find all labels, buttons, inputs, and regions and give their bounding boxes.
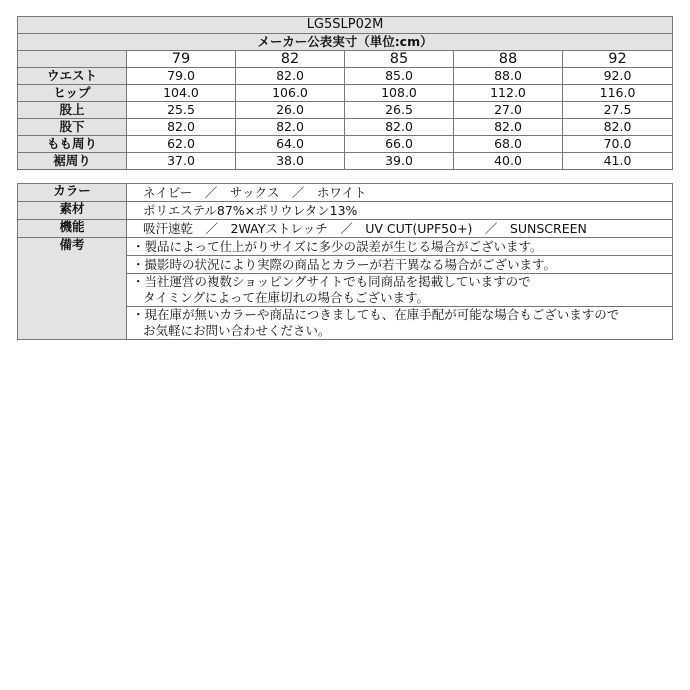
size-header-corner xyxy=(18,51,127,68)
size-header-92: 92 xyxy=(563,51,673,68)
measurement-value: 108.0 xyxy=(345,85,454,102)
size-row xyxy=(18,102,673,119)
measurement-value: 25.5 xyxy=(127,102,236,119)
spec-table xyxy=(17,183,673,340)
note-line: お気軽にお問い合わせください。 xyxy=(143,323,331,338)
product-code: LG5SLP02M xyxy=(18,17,673,34)
measurement-value: 27.5 xyxy=(563,102,673,119)
measurement-value: 40.0 xyxy=(454,153,563,170)
spec-label-material: 素材 xyxy=(18,202,127,220)
note-line: ・製品によって仕上がりサイズに多少の誤差が生じる場合がございます。 xyxy=(132,238,543,254)
measurement-label: 股上 xyxy=(18,102,127,119)
measurement-value: 62.0 xyxy=(127,136,236,153)
measurement-value: 82.0 xyxy=(236,68,345,85)
spec-row-function xyxy=(18,220,673,238)
measurement-value: 82.0 xyxy=(454,119,563,136)
measurement-value: 116.0 xyxy=(563,85,673,102)
spec-value-color: ネイビー ／ サックス ／ ホワイト xyxy=(127,184,673,202)
note-line: タイミングによって在庫切れの場合もございます。 xyxy=(143,290,430,305)
measurement-value: 27.0 xyxy=(454,102,563,119)
spec-value-material: ポリエステル87%×ポリウレタン13% xyxy=(127,202,673,220)
note-item xyxy=(127,274,673,307)
note-item xyxy=(127,307,673,340)
measurement-value: 106.0 xyxy=(236,85,345,102)
measurement-value: 64.0 xyxy=(236,136,345,153)
measurement-value: 104.0 xyxy=(127,85,236,102)
note-line: ・撮影時の状況により実際の商品とカラーが若干異なる場合がございます。 xyxy=(132,256,557,272)
measurement-value: 26.5 xyxy=(345,102,454,119)
measurement-value: 66.0 xyxy=(345,136,454,153)
measurement-label: 股下 xyxy=(18,119,127,136)
spec-row-color xyxy=(18,184,673,202)
size-table xyxy=(17,16,673,170)
size-row xyxy=(18,153,673,170)
size-row xyxy=(18,136,673,153)
spec-label-color: カラー xyxy=(18,184,127,202)
spec-row-material xyxy=(18,202,673,220)
measurement-value: 41.0 xyxy=(563,153,673,170)
note-line: ・当社運営の複数ショッピングサイトでも同商品を掲載していますので xyxy=(132,274,531,289)
measurement-label: もも周り xyxy=(18,136,127,153)
measurement-value: 79.0 xyxy=(127,68,236,85)
measurement-label: 裾周り xyxy=(18,153,127,170)
measurement-value: 26.0 xyxy=(236,102,345,119)
measurement-value: 82.0 xyxy=(127,119,236,136)
measurement-value: 68.0 xyxy=(454,136,563,153)
size-row xyxy=(18,119,673,136)
measurement-value: 82.0 xyxy=(563,119,673,136)
measurement-value: 39.0 xyxy=(345,153,454,170)
note-row xyxy=(18,238,673,256)
measurement-value: 85.0 xyxy=(345,68,454,85)
measurement-label: ヒップ xyxy=(18,85,127,102)
note-item xyxy=(127,238,673,256)
measurement-value: 82.0 xyxy=(345,119,454,136)
note-line: ・現在庫が無いカラーや商品につきましても、在庫手配が可能な場合もございますので xyxy=(132,307,620,322)
measurement-value: 70.0 xyxy=(563,136,673,153)
size-row xyxy=(18,68,673,85)
size-row xyxy=(18,85,673,102)
measurement-value: 92.0 xyxy=(563,68,673,85)
size-header-79: 79 xyxy=(127,51,236,68)
measurement-value: 88.0 xyxy=(454,68,563,85)
measurement-value: 112.0 xyxy=(454,85,563,102)
size-header-88: 88 xyxy=(454,51,563,68)
measurement-value: 82.0 xyxy=(236,119,345,136)
spec-label-function: 機能 xyxy=(18,220,127,238)
measurement-value: 38.0 xyxy=(236,153,345,170)
size-table-caption: メーカー公表実寸（単位:cm） xyxy=(18,34,673,51)
spec-value-function: 吸汗速乾 ／ 2WAYストレッチ ／ UV CUT(UPF50+) ／ SUNSCREEN xyxy=(127,220,673,238)
measurement-label: ウエスト xyxy=(18,68,127,85)
measurement-value: 37.0 xyxy=(127,153,236,170)
spec-label-notes: 備考 xyxy=(18,238,127,340)
note-item xyxy=(127,256,673,274)
size-header-85: 85 xyxy=(345,51,454,68)
size-header-82: 82 xyxy=(236,51,345,68)
